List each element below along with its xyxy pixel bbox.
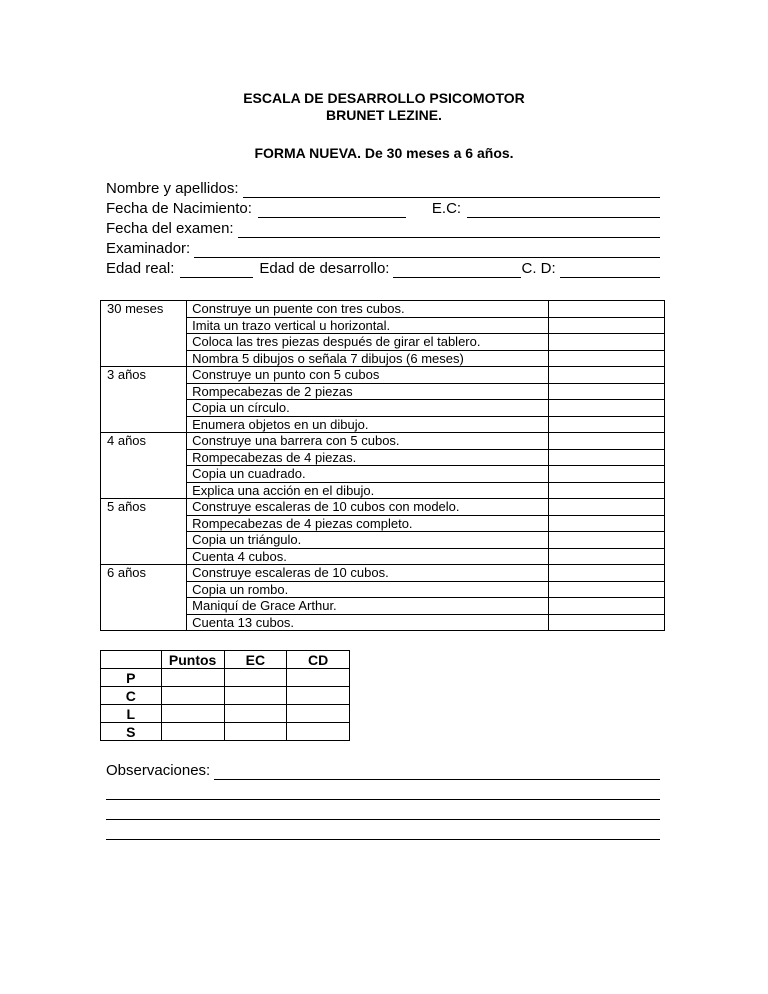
- item-description: Explica una acción en el dibujo.: [187, 482, 549, 499]
- item-age: [101, 614, 187, 631]
- item-score-cell[interactable]: [548, 532, 664, 549]
- item-row: [101, 548, 665, 565]
- item-score-cell[interactable]: [548, 367, 664, 384]
- item-score-cell[interactable]: [548, 301, 664, 318]
- item-age: [101, 532, 187, 549]
- score-cell[interactable]: [161, 669, 224, 687]
- scores-corner: [101, 651, 162, 669]
- item-row: [101, 400, 665, 417]
- item-age: [101, 383, 187, 400]
- observaciones-line[interactable]: [106, 800, 660, 820]
- scores-header-cd: CD: [287, 651, 350, 669]
- field-edad-desarrollo-blank[interactable]: [393, 262, 521, 278]
- field-examinador-label: Examinador:: [106, 240, 191, 257]
- field-cd-label: C. D:: [521, 260, 556, 277]
- field-examinador-blank[interactable]: [194, 242, 660, 258]
- item-score-cell[interactable]: [548, 383, 664, 400]
- score-cell[interactable]: [224, 723, 287, 741]
- score-cell[interactable]: [161, 723, 224, 741]
- item-description: Copia un rombo.: [187, 581, 549, 598]
- item-score-cell[interactable]: [548, 482, 664, 499]
- field-nombre-label: Nombre y apellidos:: [106, 180, 239, 197]
- item-row: [101, 466, 665, 483]
- item-age: [101, 334, 187, 351]
- score-cell[interactable]: [161, 705, 224, 723]
- item-description: Construye un punto con 5 cubos: [187, 367, 549, 384]
- item-description: Coloca las tres piezas después de girar el tablero.: [187, 334, 549, 351]
- score-cell[interactable]: [287, 669, 350, 687]
- field-nombre[interactable]: [106, 178, 660, 198]
- item-age: 5 años: [101, 499, 187, 516]
- item-description: Nombra 5 dibujos o señala 7 dibujos (6 meses): [187, 350, 549, 367]
- item-row: [101, 416, 665, 433]
- item-score-cell[interactable]: [548, 416, 664, 433]
- item-score-cell[interactable]: [548, 466, 664, 483]
- field-ec-label: E.C:: [431, 200, 462, 217]
- item-row: [101, 482, 665, 499]
- item-row: [101, 565, 665, 582]
- item-score-cell[interactable]: [548, 581, 664, 598]
- item-description: Cuenta 13 cubos.: [187, 614, 549, 631]
- field-fecha-examen-blank[interactable]: [238, 222, 660, 238]
- item-age: [101, 350, 187, 367]
- score-cell[interactable]: [287, 687, 350, 705]
- item-description: Copia un cuadrado.: [187, 466, 549, 483]
- doc-title-line1: ESCALA DE DESARROLLO PSICOMOTOR: [243, 90, 525, 106]
- item-row: [101, 499, 665, 516]
- item-score-cell[interactable]: [548, 598, 664, 615]
- item-age: [101, 581, 187, 598]
- item-age: [101, 449, 187, 466]
- item-score-cell[interactable]: [548, 565, 664, 582]
- scores-header-ec: EC: [224, 651, 287, 669]
- item-score-cell[interactable]: [548, 433, 664, 450]
- item-description: Cuenta 4 cubos.: [187, 548, 549, 565]
- field-fecha-examen[interactable]: [106, 218, 660, 238]
- field-fecha-examen-label: Fecha del examen:: [106, 220, 234, 237]
- item-score-cell[interactable]: [548, 515, 664, 532]
- item-age: [101, 598, 187, 615]
- item-row: [101, 334, 665, 351]
- item-row: [101, 614, 665, 631]
- field-cd-blank[interactable]: [560, 262, 660, 278]
- observaciones-line[interactable]: [106, 780, 660, 800]
- doc-title-line2: BRUNET LEZINE.: [326, 107, 442, 123]
- item-score-cell[interactable]: [548, 548, 664, 565]
- field-nombre-blank[interactable]: [243, 182, 660, 198]
- scores-row: [101, 669, 350, 687]
- item-age: 4 años: [101, 433, 187, 450]
- item-row: [101, 515, 665, 532]
- scores-row: [101, 705, 350, 723]
- observaciones-blank[interactable]: [214, 764, 660, 780]
- observaciones-line[interactable]: [106, 820, 660, 840]
- item-age: [101, 548, 187, 565]
- item-description: Construye una barrera con 5 cubos.: [187, 433, 549, 450]
- item-description: Construye escaleras de 10 cubos.: [187, 565, 549, 582]
- scores-row-label: L: [101, 705, 162, 723]
- field-fecha-nacimiento-blank[interactable]: [258, 202, 406, 218]
- item-row: [101, 301, 665, 318]
- scores-table: [100, 650, 350, 741]
- scores-row-label: S: [101, 723, 162, 741]
- item-age: [101, 515, 187, 532]
- item-score-cell[interactable]: [548, 400, 664, 417]
- observaciones-row[interactable]: [106, 760, 660, 780]
- field-fecha-nacimiento-row: [106, 198, 660, 218]
- field-ec-blank[interactable]: [467, 202, 660, 218]
- score-cell[interactable]: [224, 669, 287, 687]
- scores-row: [101, 687, 350, 705]
- item-row: [101, 367, 665, 384]
- score-cell[interactable]: [224, 705, 287, 723]
- item-row: [101, 598, 665, 615]
- item-score-cell[interactable]: [548, 350, 664, 367]
- item-description: Construye un puente con tres cubos.: [187, 301, 549, 318]
- item-age: 6 años: [101, 565, 187, 582]
- scores-header-puntos: Puntos: [161, 651, 224, 669]
- item-description: Maniquí de Grace Arthur.: [187, 598, 549, 615]
- item-description: Imita un trazo vertical u horizontal.: [187, 317, 549, 334]
- item-score-cell[interactable]: [548, 614, 664, 631]
- items-table: [100, 300, 665, 631]
- item-score-cell[interactable]: [548, 334, 664, 351]
- field-edad-real-label: Edad real:: [106, 260, 175, 277]
- item-description: Rompecabezas de 4 piezas.: [187, 449, 549, 466]
- scores-row-label: P: [101, 669, 162, 687]
- item-row: [101, 449, 665, 466]
- field-edad-real-blank[interactable]: [180, 262, 253, 278]
- item-age: [101, 400, 187, 417]
- item-age: [101, 317, 187, 334]
- item-description: Copia un triángulo.: [187, 532, 549, 549]
- item-age: [101, 466, 187, 483]
- score-cell[interactable]: [287, 723, 350, 741]
- item-row: [101, 383, 665, 400]
- item-age: 3 años: [101, 367, 187, 384]
- scores-row: [101, 723, 350, 741]
- item-description: Enumera objetos en un dibujo.: [187, 416, 549, 433]
- item-score-cell[interactable]: [548, 449, 664, 466]
- item-description: Copia un círculo.: [187, 400, 549, 417]
- score-cell[interactable]: [224, 687, 287, 705]
- item-row: [101, 317, 665, 334]
- field-edades-row: [106, 258, 660, 278]
- field-examinador[interactable]: [106, 238, 660, 258]
- field-fecha-nacimiento-label: Fecha de Nacimiento:: [106, 200, 252, 217]
- item-row: [101, 532, 665, 549]
- item-age: [101, 416, 187, 433]
- item-description: Construye escaleras de 10 cubos con modelo.: [187, 499, 549, 516]
- item-description: Rompecabezas de 2 piezas: [187, 383, 549, 400]
- observaciones-label: Observaciones:: [106, 762, 211, 779]
- score-cell[interactable]: [287, 705, 350, 723]
- item-age: [101, 482, 187, 499]
- item-age: 30 meses: [101, 301, 187, 318]
- item-row: [101, 433, 665, 450]
- item-row: [101, 581, 665, 598]
- score-cell[interactable]: [161, 687, 224, 705]
- item-score-cell[interactable]: [548, 499, 664, 516]
- item-row: [101, 350, 665, 367]
- item-description: Rompecabezas de 4 piezas completo.: [187, 515, 549, 532]
- doc-subtitle: FORMA NUEVA. De 30 meses a 6 años.: [254, 145, 514, 161]
- scores-row-label: C: [101, 687, 162, 705]
- field-edad-desarrollo-label: Edad de desarrollo:: [259, 260, 390, 277]
- item-score-cell[interactable]: [548, 317, 664, 334]
